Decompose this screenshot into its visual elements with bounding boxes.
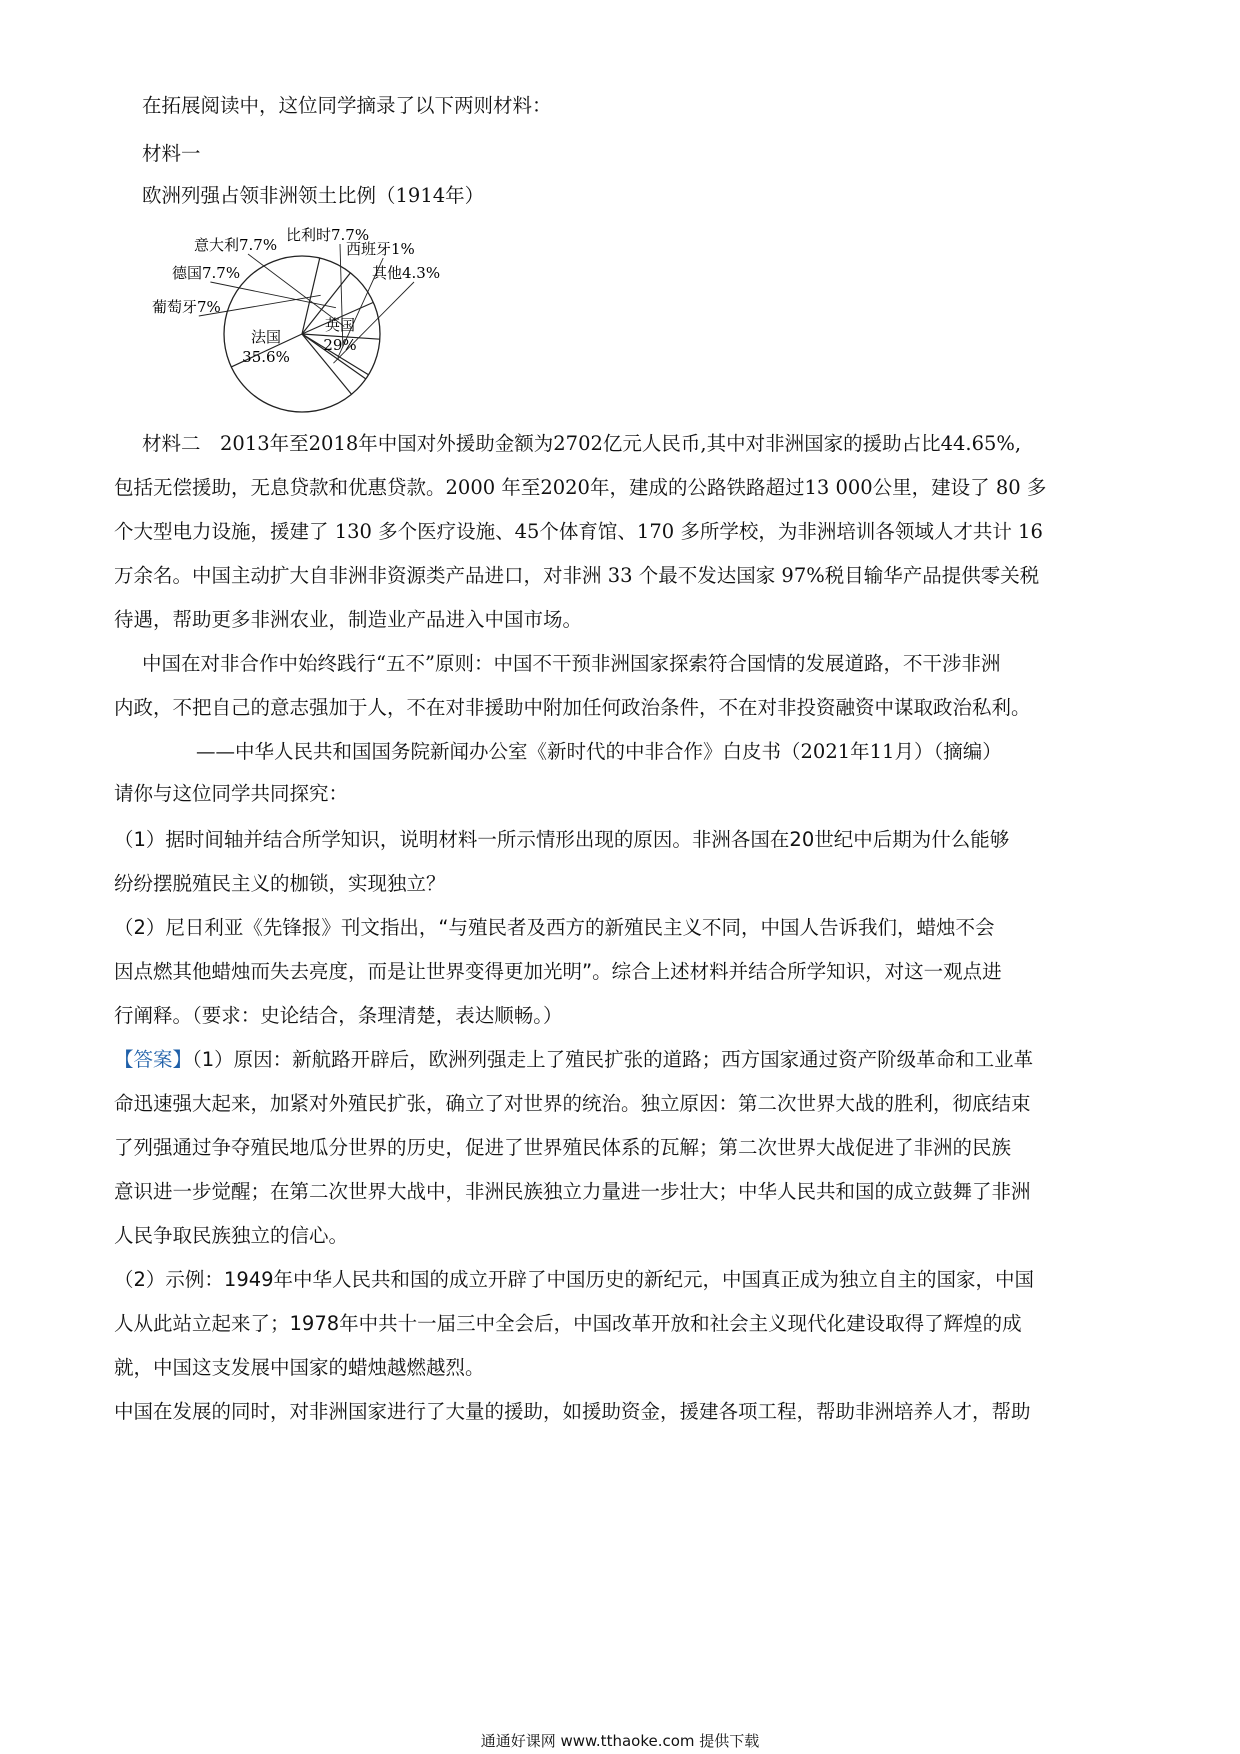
pie-label-5: 西班牙1% bbox=[346, 240, 415, 258]
question-1-line-2: 纷纷摆脱殖民主义的枷锁，实现独立？ bbox=[114, 872, 446, 895]
pie-label-0: 法国 bbox=[250, 328, 282, 346]
pie-label-7: 英国 bbox=[324, 316, 356, 334]
answer-line-7: 人从此站立起来了；1978年中共十一届三中全会后，中国改革开放和社会主义现代化建设取得了辉煌的成 bbox=[114, 1312, 1022, 1335]
answer-text: （1）原因：新航路开辟后，欧洲列强走上了殖民扩张的道路；西方国家通过资产阶级革命和工业革 bbox=[192, 1048, 1034, 1071]
pie-label-2: 德国7.7% bbox=[172, 264, 241, 282]
question-2-line-2: 因点燃其他蜡烛而失去亮度，而是让世界变得更加光明”。综合上述材料并结合所学知识，对这一观点进 bbox=[114, 960, 1002, 983]
pie-value-7: 29% bbox=[323, 336, 357, 354]
answer-line-1 bbox=[114, 1050, 1130, 1070]
intro-line: 在拓展阅读中，这位同学摘录了以下两则材料： bbox=[142, 94, 552, 117]
principle-line-1: 中国在对非合作中始终践行“五不”原则：中国不干预非洲国家探索符合国情的发展道路，不干涉非洲 bbox=[142, 652, 1001, 675]
answer-line-3: 了列强通过争夺殖民地瓜分世界的历史，促进了世界殖民体系的瓦解；第二次世界大战促进了非洲的民族 bbox=[114, 1136, 1012, 1159]
material2-line-5: 待遇，帮助更多非洲农业，制造业产品进入中国市场。 bbox=[114, 608, 583, 631]
pie-value-0: 35.6% bbox=[242, 348, 290, 366]
pie-label-1: 葡萄牙7% bbox=[152, 298, 221, 316]
answer-line-8: 就，中国这支发展中国家的蜡烛越燃越烈。 bbox=[114, 1356, 485, 1379]
principle-line-2: 内政，不把自己的意志强加于人，不在对非援助中附加任何政治条件，不在对非投资融资中谋取政治私利。 bbox=[114, 696, 1031, 719]
question-2-line-3: 行阐释。（要求：史论结合，条理清楚，表达顺畅。） bbox=[114, 1004, 563, 1027]
page-footer: 通通好课网 www.tthaoke.com 提供下载 bbox=[480, 1732, 760, 1750]
source-citation: ——中华人民共和国国务院新闻办公室《新时代的中非合作》白皮书（2021年11月）（摘编） bbox=[196, 740, 1002, 763]
material1-label: 材料一 bbox=[142, 142, 201, 165]
pie-label-3: 意大利7.7% bbox=[194, 236, 278, 254]
pie-label-6: 其他4.3% bbox=[372, 264, 441, 282]
answer-line-9: 中国在发展的同时，对非洲国家进行了大量的援助，如援助资金，援建各项工程，帮助非洲培养人才，帮助 bbox=[114, 1400, 1031, 1423]
answer-line-5: 人民争取民族独立的信心。 bbox=[114, 1224, 349, 1247]
question-1-line-1: （1）据时间轴并结合所学知识，说明材料一所示情形出现的原因。非洲各国在20世纪中后期为什么能够 bbox=[114, 828, 1010, 851]
answer-line-6: （2）示例：1949年中华人民共和国的成立开辟了中国历史的新纪元，中国真正成为独立自主的国家，中国 bbox=[114, 1268, 1035, 1291]
answer-tag: 【答案】 bbox=[114, 1048, 193, 1071]
chart-caption: 欧洲列强占领非洲领土比例（1914年） bbox=[142, 184, 485, 207]
answer-line-2: 命迅速强大起来，加紧对外殖民扩张，确立了对世界的统治。独立原因：第二次世界大战的胜利，彻底结束 bbox=[114, 1092, 1031, 1115]
prompt-line: 请你与这位同学共同探究： bbox=[114, 782, 349, 805]
material2-line-4: 万余名。中国主动扩大自非洲非资源类产品进口，对非洲 33 个最不发达国家 97%税目输华产品提供零关税 bbox=[114, 564, 1040, 587]
pie-chart bbox=[150, 226, 450, 438]
material2-line-1: 材料二 2013年至2018年中国对外援助金额为2702亿元人民币,其中对非洲国家的援助占比44.65%, bbox=[142, 432, 1022, 455]
answer-line-4: 意识进一步觉醒；在第二次世界大战中，非洲民族独立力量进一步壮大；中华人民共和国的成立鼓舞了非洲 bbox=[114, 1180, 1031, 1203]
material2-line-2: 包括无偿援助，无息贷款和优惠贷款。2000 年至2020年，建成的公路铁路超过13 000公里，建设了 80 多 bbox=[114, 476, 1047, 499]
material2-line-3: 个大型电力设施，援建了 130 多个医疗设施、45个体育馆、170 多所学校，为非洲培训各领域人才共计 16 bbox=[114, 520, 1043, 543]
question-2-line-1: （2）尼日利亚《先锋报》刊文指出，“与殖民者及西方的新殖民主义不同，中国人告诉我们，蜡烛不会 bbox=[114, 916, 995, 939]
pie-label-4: 比利时7.7% bbox=[286, 226, 370, 244]
